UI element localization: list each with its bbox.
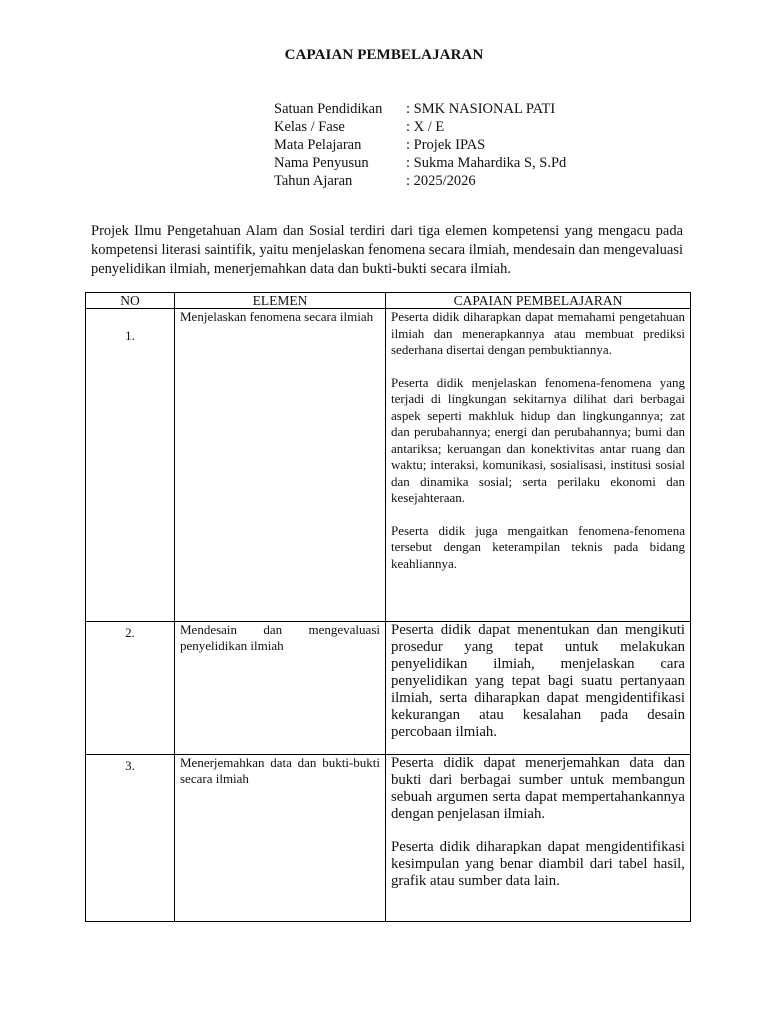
capaian-cell [386,622,691,755]
meta-row-tahun-ajaran [274,172,566,190]
capaian-paragraph: Peserta didik juga mengaitkan fenomena-fenomena tersebut dengan keterampilan teknis pada bidang keahliannya. [391,522,685,571]
row-number: 2. [125,625,135,640]
header-capaian: CAPAIAN PEMBELAJARAN [386,293,691,309]
meta-label: Mata Pelajaran [274,137,362,153]
capaian-cell [386,755,691,922]
header-elemen: ELEMEN [175,293,386,309]
capaian-table [85,292,691,922]
capaian-paragraph: Peserta didik diharapkan dapat memahami pengetahuan ilmiah dan menerapkannya atau membuat prediksi sederhana disertai dengan pembuktiannya. [391,309,685,357]
capaian-paragraph: Peserta didik dapat menentukan dan mengikuti prosedur yang tepat untuk melakukan penyelidikan ilmiah, menjelaskan cara penyelidikan yang tepat bagi suatu pertanyaan ilmiah, serta diharapkan dapat mengidentifikasi kekurangan atau kesalahan pada desain percobaan ilmiah. [391,622,685,740]
row-number-cell [86,622,175,755]
capaian-paragraph: Peserta didik menjelaskan fenomena-fenomena yang terjadi di lingkungan sekitarnya dilihat dari berbagai aspek seperti makhluk hidup dan lingkungannya; zat dan perubahannya; energi dan perubahannya; bumi dan antariksa; keruangan dan konektivitas antar ruang dan waktu; interaksi, komunikasi, sosialisasi, institusi sosial dan dinamika sosial; serta perilaku ekonomi dan kesejahteraan. [391,374,685,505]
meta-label: Satuan Pendidikan [274,101,383,117]
capaian-paragraph: Peserta didik diharapkan dapat mengidentifikasi kesimpulan yang benar diambil dari tabel hasil, grafik atau sumber data lain. [391,839,685,889]
meta-row-nama-penyusun [274,154,566,172]
table-row [86,755,691,922]
row-number: 3. [125,758,135,773]
meta-value: : 2025/2026 [406,173,476,189]
meta-label: Tahun Ajaran [274,173,353,189]
table-row [86,309,691,622]
document-title: CAPAIAN PEMBELAJARAN [284,47,484,63]
table-header-row [86,293,691,309]
header-no: NO [86,293,175,309]
row-number-cell [86,309,175,622]
meta-label: Kelas / Fase [274,119,345,135]
meta-value: : X / E [406,119,445,135]
table-row [86,622,691,755]
meta-value: : SMK NASIONAL PATI [406,101,556,117]
meta-label: Nama Penyusun [274,155,369,171]
meta-row-satuan-pendidikan [274,100,566,118]
intro-paragraph: Projek Ilmu Pengetahuan Alam dan Sosial terdiri dari tiga elemen kompetensi yang mengacu pada kompetensi literasi saintifik, yaitu menjelaskan fenomena secara ilmiah, mendesain dan mengevaluasi penyelidikan ilmiah, menerjemahkan data dan bukti-bukti secara ilmiah. [91,222,683,277]
meta-row-kelas-fase [274,118,566,136]
document-meta [274,100,566,190]
elemen-cell: Menerjemahkan data dan bukti-bukti secara ilmiah [175,755,386,922]
meta-value: : Sukma Mahardika S, S.Pd [406,155,567,171]
row-number: 1. [125,328,135,343]
elemen-cell: Menjelaskan fenomena secara ilmiah [175,309,386,622]
meta-value: : Projek IPAS [406,137,486,153]
meta-row-mata-pelajaran [274,136,566,154]
capaian-cell [386,309,691,622]
row-number-cell [86,755,175,922]
capaian-paragraph: Peserta didik dapat menerjemahkan data dan bukti dari berbagai sumber untuk membangun sebuah argumen serta dapat mempertahankannya dengan penjelasan ilmiah. [391,755,685,822]
elemen-cell: Mendesain dan mengevaluasi penyelidikan ilmiah [175,622,386,755]
